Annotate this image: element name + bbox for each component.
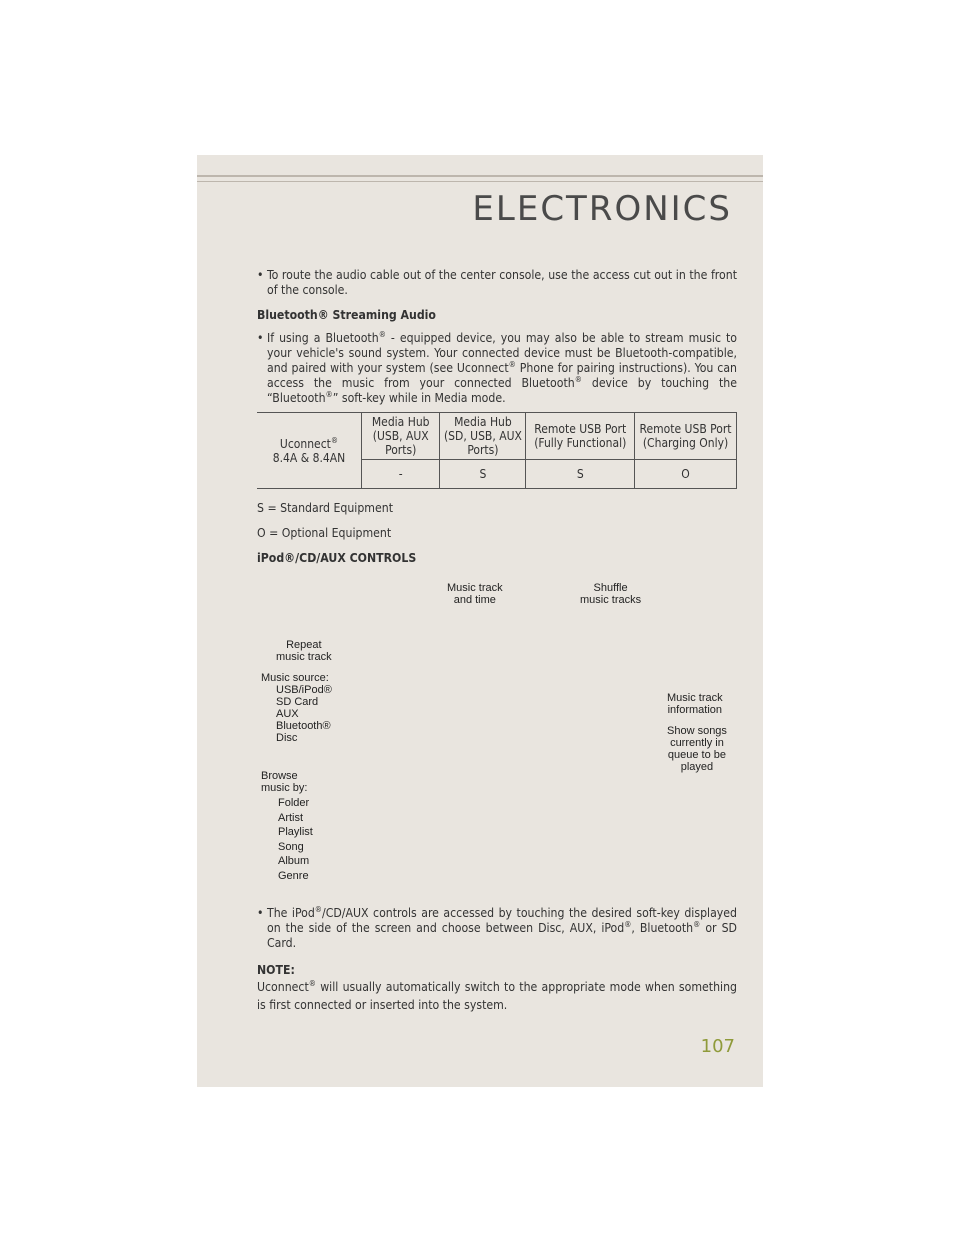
table-header-cell: Media Hub (USB, AUX Ports) (362, 413, 440, 460)
section-title: ELECTRONICS (472, 189, 732, 229)
legend-standard: S = Standard Equipment (257, 501, 393, 515)
note-heading: NOTE: (257, 963, 295, 977)
bluetooth-heading: Bluetooth® Streaming Audio (257, 308, 436, 322)
table-header-row (257, 413, 737, 460)
bullet-text: • If using a Bluetooth® - equipped device, you may also be able to stream music to your vehicle's sound system. Your connected device must be Bluetooth-compatible, and paired with your system (see Uconnect® Phone for pairing instructions). You can access the music from your connected Bluetooth® device by touching the “Bluetooth®” soft-key while in Media mode. (267, 329, 737, 405)
page-content (257, 268, 737, 1014)
table-cell: O (635, 460, 737, 489)
label-music-source: Music source: USB/iPod® SD Card AUX Bluetooth® Disc (261, 672, 332, 744)
note-text: Uconnect® will usually automatically switch to the appropriate mode when something is first connected or inserted into the system. (257, 978, 737, 1012)
table-header-cell: Remote USB Port (Fully Functional) (526, 413, 635, 460)
ports-table (257, 412, 737, 489)
controls-diagram (257, 572, 737, 902)
bullet-ipod-controls (257, 906, 737, 951)
bullet-audio-cable (257, 268, 737, 298)
header-rule (197, 175, 763, 177)
label-shuffle: Shuffle music tracks (580, 582, 642, 606)
table-row-label: Uconnect® 8.4A & 8.4AN (257, 413, 362, 489)
page-number: 107 (700, 1036, 735, 1057)
label-browse: Browse music by: Folder Artist Playlist Song Album Genre (261, 770, 313, 882)
label-repeat: Repeat music track (276, 639, 332, 663)
bullet-bluetooth (257, 331, 737, 406)
table-header-cell: Remote USB Port (Charging Only) (635, 413, 737, 460)
header-rule-thin (197, 181, 763, 182)
label-track-time: Music track and time (447, 582, 503, 606)
controls-heading: iPod®/CD/AUX CONTROLS (257, 551, 417, 565)
table-cell: - (362, 460, 440, 489)
table-cell: S (526, 460, 635, 489)
bullet-text: • The iPod®/CD/AUX controls are accessed by touching the desired soft-key displayed on the side of the screen and choose between Disc, AUX, iPod®, Bluetooth® or SD Card. (267, 904, 737, 950)
label-track-info: Music track information (667, 692, 723, 716)
manual-page (197, 155, 763, 1087)
legend-optional: O = Optional Equipment (257, 526, 392, 540)
table-cell: S (440, 460, 526, 489)
bullet-text: • To route the audio cable out of the center console, use the access cut out in the front of the console. (267, 268, 737, 297)
label-queue: Show songs currently in queue to be played (667, 725, 727, 773)
table-header-cell: Media Hub (SD, USB, AUX Ports) (440, 413, 526, 460)
